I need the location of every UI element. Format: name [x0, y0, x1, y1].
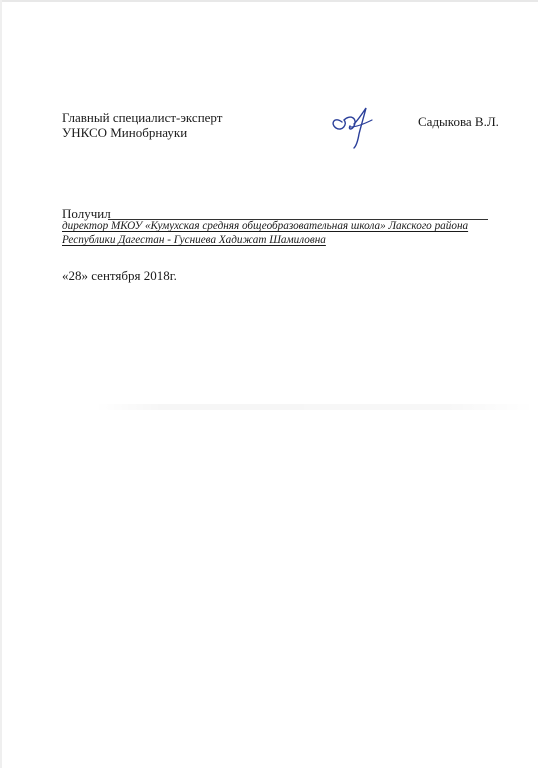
signatory-position: Главный специалист-эксперт — [62, 110, 223, 125]
scan-edge — [0, 0, 538, 2]
document-date: «28» сентября 2018г. — [62, 268, 177, 283]
received-label: Получил — [62, 206, 111, 221]
scan-bleed-through — [95, 404, 535, 410]
recipient-position: директор МКОУ «Кумухская средняя общеобразовательная школа» Лакского района — [62, 220, 469, 232]
signatory-name: Садыкова В.Л. — [418, 114, 499, 129]
handwritten-signature — [328, 100, 376, 150]
scan-edge — [0, 0, 2, 768]
recipient-name: Республики Дагестан - Гусниева Хадижат Шамиловна — [62, 234, 326, 246]
signatory-department: УНКСО Минобрнауки — [62, 125, 188, 140]
